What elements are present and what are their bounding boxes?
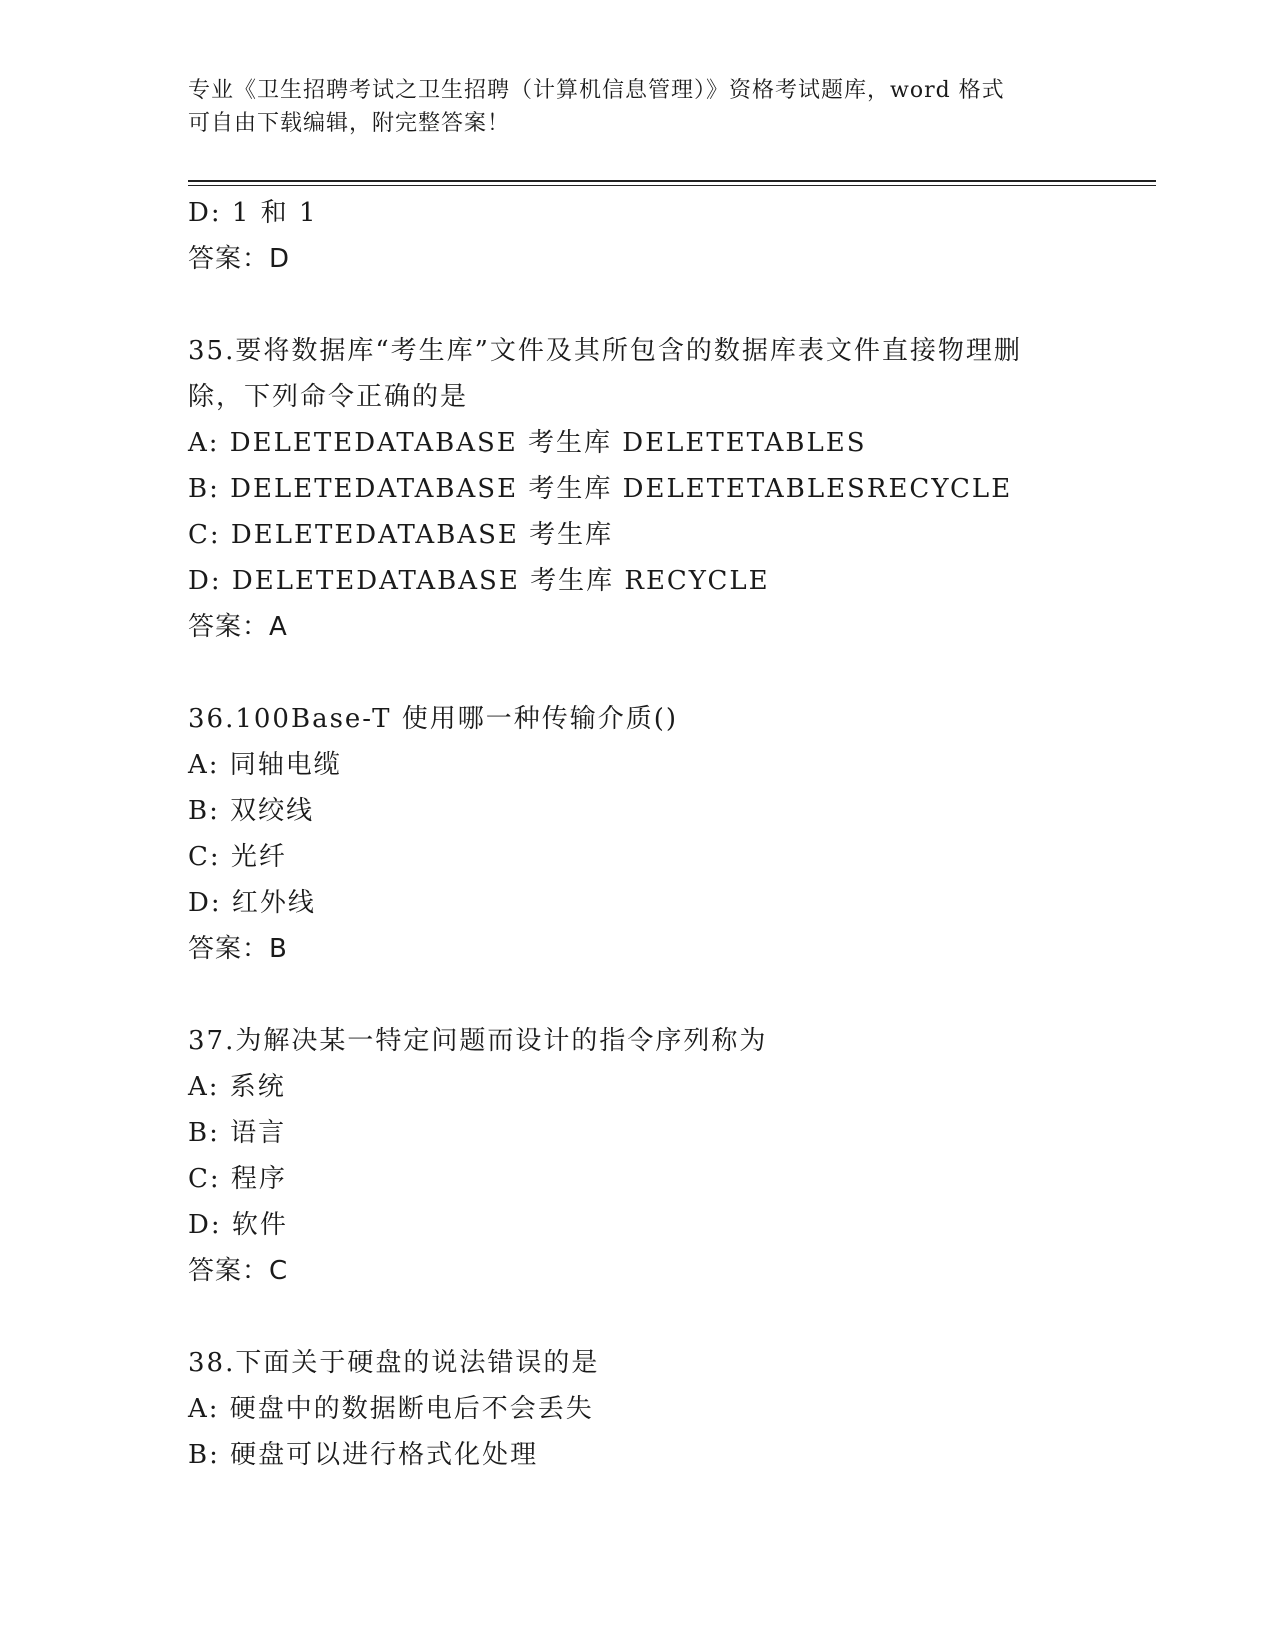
question-37-answer: 答案：C	[188, 1256, 289, 1286]
question-35-text-1: 35.要将数据库“考生库”文件及其所包含的数据库表文件直接物理删	[188, 336, 1022, 366]
header-rule-thin	[188, 185, 1156, 186]
header-line-2: 可自由下载编辑，附完整答案！	[188, 111, 511, 136]
question-35	[188, 328, 1148, 650]
question-35-option-d: D: DELETEDATABASE 考生库 RECYCLE	[188, 566, 770, 596]
question-35-answer: 答案：A	[188, 612, 288, 642]
question-36-option-a: A: 同轴电缆	[188, 750, 342, 780]
question-38	[188, 1340, 1148, 1478]
header-line-1: 专业《卫生招聘考试之卫生招聘（计算机信息管理）》资格考试题库，word 格式	[188, 78, 1005, 103]
question-37-option-d: D: 软件	[188, 1210, 288, 1240]
question-37-option-c: C: 程序	[188, 1164, 287, 1194]
document-header	[188, 74, 1068, 140]
question-37-option-b: B: 语言	[188, 1118, 287, 1148]
header-rule-thick	[188, 180, 1156, 182]
question-36-text: 36.100Base-T 使用哪一种传输介质()	[188, 704, 679, 734]
question-36-option-d: D: 红外线	[188, 888, 316, 918]
question-list	[188, 190, 1148, 1478]
question-36-answer: 答案：B	[188, 934, 288, 964]
question-37-text: 37.为解决某一特定问题而设计的指令序列称为	[188, 1026, 768, 1056]
question-37	[188, 1018, 1148, 1294]
question-35-option-b: B: DELETEDATABASE 考生库 DELETETABLESRECYCLE	[188, 474, 1013, 504]
question-35-option-c: C: DELETEDATABASE 考生库	[188, 520, 614, 550]
question-36	[188, 696, 1148, 972]
question-38-option-b: B: 硬盘可以进行格式化处理	[188, 1440, 539, 1470]
question-38-text: 38.下面关于硬盘的说法错误的是	[188, 1348, 600, 1378]
question-36-option-c: C: 光纤	[188, 842, 287, 872]
prev-answer: 答案：D	[188, 244, 291, 274]
question-36-option-b: B: 双绞线	[188, 796, 315, 826]
question-35-text-2: 除，下列命令正确的是	[188, 382, 469, 412]
prev-option-d: D: 1 和 1	[188, 198, 318, 228]
question-35-option-a: A: DELETEDATABASE 考生库 DELETETABLES	[188, 428, 867, 458]
question-38-option-a: A: 硬盘中的数据断电后不会丢失	[188, 1394, 594, 1424]
question-37-option-a: A: 系统	[188, 1072, 286, 1102]
